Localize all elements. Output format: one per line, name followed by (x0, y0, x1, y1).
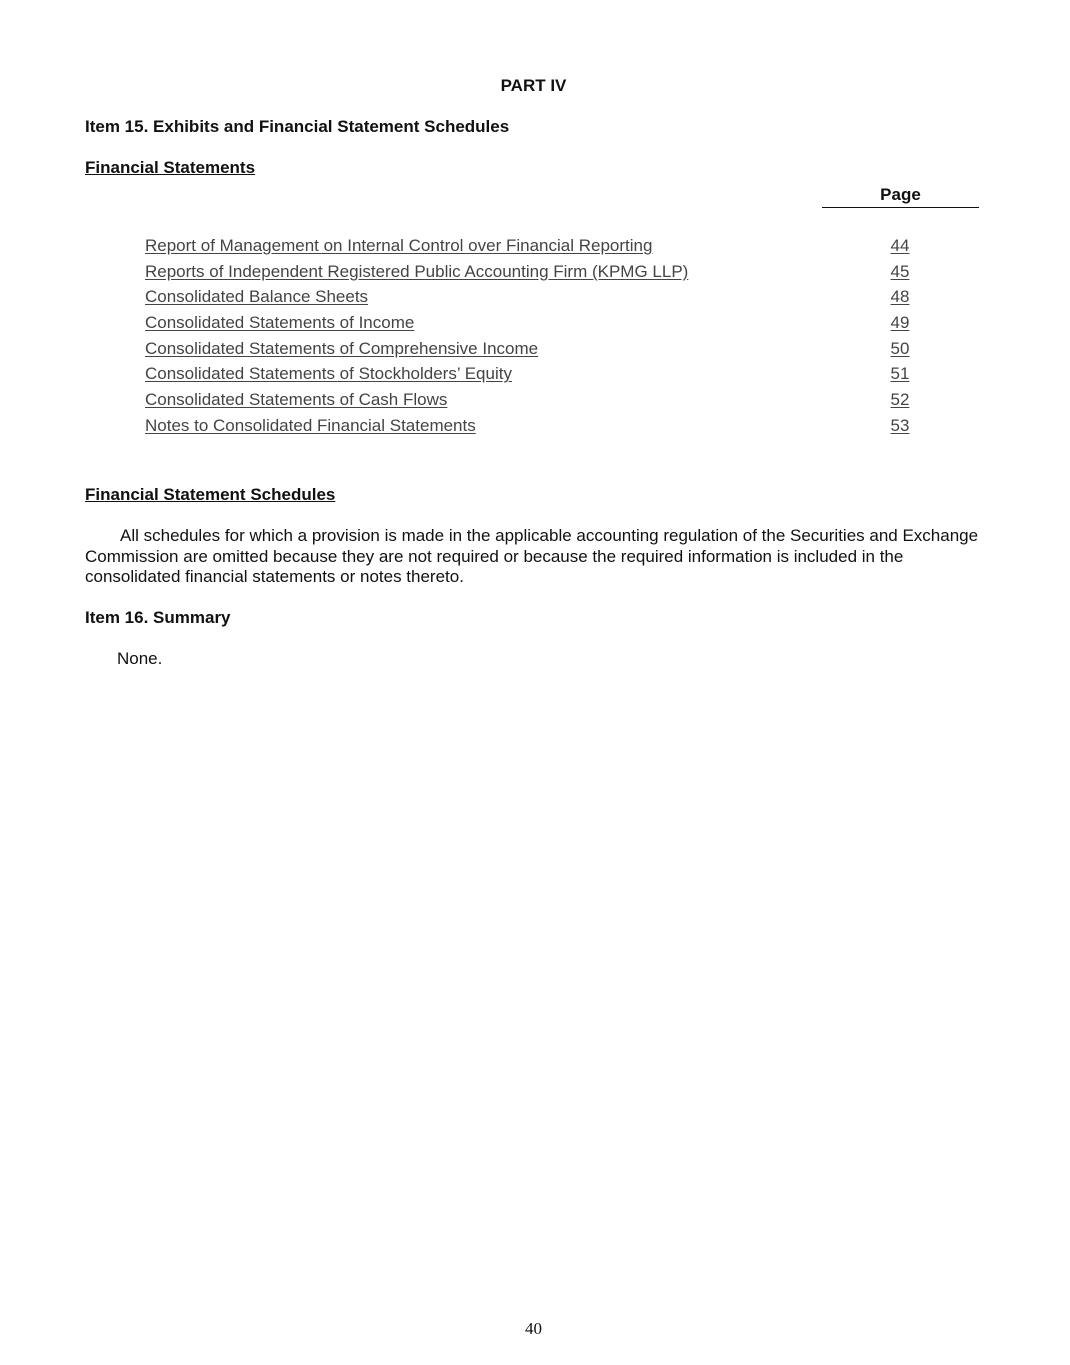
financial-statements-heading: Financial Statements (85, 158, 256, 177)
toc-row (145, 364, 925, 390)
page-column-header: Page (822, 185, 979, 208)
toc-page-link[interactable]: 45 (890, 261, 910, 281)
schedules-paragraph: All schedules for which a provision is made in the applicable accounting regulation of the Securities and Exchange Commission are omitted because they are not required or because the required information is included in the consolidated financial statements or notes thereto. (85, 526, 979, 586)
toc-row (145, 313, 925, 339)
toc-link-stockholders-equity[interactable]: Consolidated Statements of Stockholders’ Equity (145, 364, 512, 384)
toc-page-link[interactable]: 52 (890, 390, 910, 410)
toc-page-link[interactable]: 48 (890, 287, 910, 307)
part-title: PART IV (500, 76, 567, 95)
toc-row (145, 416, 925, 442)
toc-row (145, 339, 925, 365)
toc-row (145, 390, 925, 416)
toc-link-management-report[interactable]: Report of Management on Internal Control over Financial Reporting (145, 236, 653, 255)
toc-page-link[interactable]: 51 (890, 364, 910, 384)
item-16-heading: Item 16. Summary (85, 608, 231, 627)
toc-link-income-statements[interactable]: Consolidated Statements of Income (145, 313, 415, 333)
financial-statements-index (145, 236, 925, 442)
toc-row (145, 262, 925, 288)
schedules-heading: Financial Statement Schedules (85, 485, 336, 504)
toc-link-balance-sheets[interactable]: Consolidated Balance Sheets (145, 287, 369, 307)
toc-page-link[interactable]: 50 (890, 338, 910, 358)
item-15-heading: Item 15. Exhibits and Financial Statement Schedules (85, 117, 510, 136)
toc-page-link[interactable]: 49 (890, 313, 910, 333)
toc-row (145, 287, 925, 313)
toc-link-auditor-reports[interactable]: Reports of Independent Registered Public Accounting Firm (KPMG LLP) (145, 261, 689, 281)
toc-row (145, 236, 925, 262)
toc-page-link[interactable]: 44 (890, 236, 910, 255)
page-number: 40 (525, 1319, 542, 1338)
toc-link-cash-flows[interactable]: Consolidated Statements of Cash Flows (145, 390, 448, 410)
item-16-body: None. (117, 649, 163, 668)
toc-link-comprehensive-income[interactable]: Consolidated Statements of Comprehensive Income (145, 338, 539, 358)
toc-link-notes[interactable]: Notes to Consolidated Financial Statements (145, 415, 476, 435)
toc-page-link[interactable]: 53 (890, 415, 910, 435)
